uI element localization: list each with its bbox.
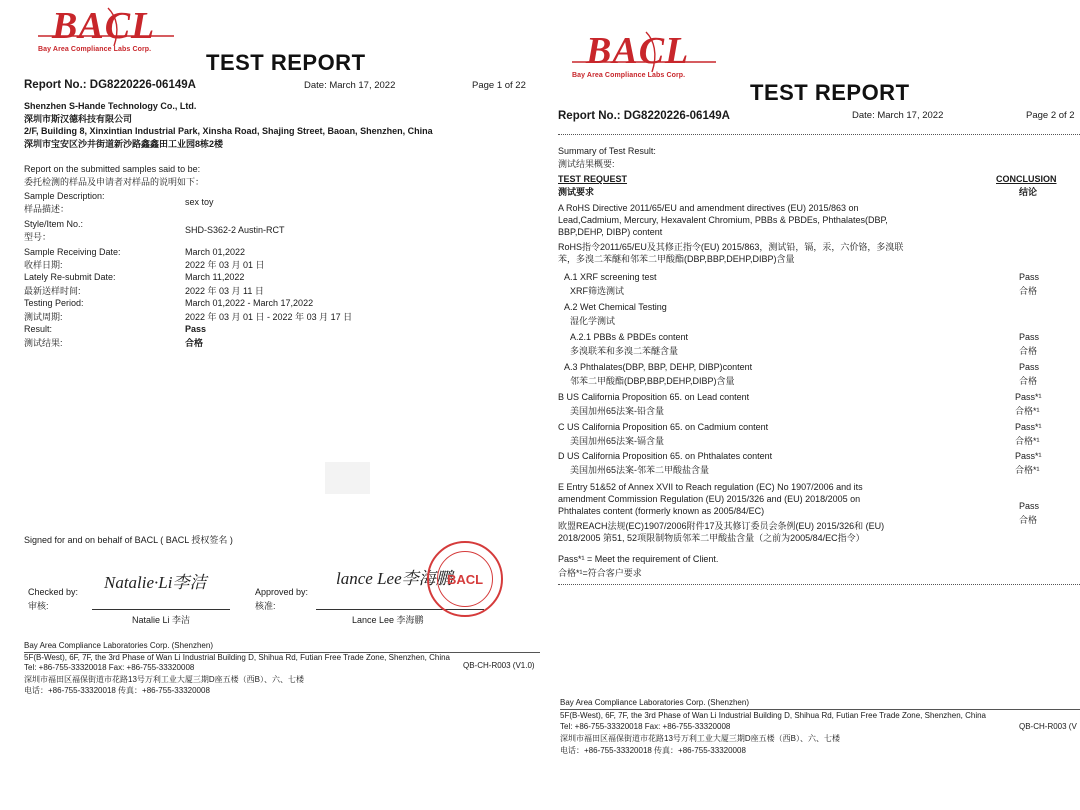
approved-signature: lance Lee李海鹏 (336, 569, 453, 588)
field-label-en: Style/Item No.: (24, 219, 84, 229)
test-request-heading: TEST REQUEST (558, 174, 628, 184)
field-label-cn: 样品描述： (24, 204, 70, 214)
item-line: 美国加州65法案-铅含量 (570, 406, 665, 416)
field-label-en: Testing Period: (24, 298, 84, 308)
page-number: Page 1 of 22 (472, 80, 526, 91)
bacl-logo (36, 6, 176, 56)
report-number: Report No.: DG8220226-06149A (24, 79, 196, 91)
applicant-address-cn: 深圳市宝安区沙井街道新沙路鑫鑫田工业园8栋2楼 (24, 139, 224, 149)
footer-company: Bay Area Compliance Laboratories Corp. (Shenzhen) (560, 698, 749, 707)
footer-company: Bay Area Compliance Laboratories Corp. (Shenzhen) (24, 641, 213, 650)
footer-tel-cn: 电话：+86-755-33320018 传真：+86-755-33320008 (24, 686, 210, 695)
conclusion-cn: 合格 (1019, 376, 1038, 386)
report-page-2 (552, 0, 1080, 810)
footer-form-code: QB-CH-R003 (V (1019, 722, 1077, 731)
footer-form-code: QB-CH-R003 (V1.0) (463, 661, 535, 670)
approved-by-label-en: Approved by: (255, 587, 309, 597)
footer-address-en: 5F(B-West), 6F, 7F, the 3rd Phase of Wan Li Industrial Building D, Shihua Rd, Futian Free Trade Zone, Shenzhen, China (24, 653, 450, 662)
item-line: A RoHS Directive 2011/65/EU and amendment directives (EU) 2015/863 on (558, 203, 859, 213)
item-line: amendment Commission Regulation (EU) 2015/326 and (EU) 2018/2005 on (558, 494, 861, 504)
item-line: A.3 Phthalates(DBP, BBP, DEHP, DIBP)content (564, 362, 753, 372)
note-cn: 合格*¹=符合客户要求 (558, 568, 642, 578)
item-line: Phthalates content (formerly known as 2005/84/EC) (558, 506, 765, 516)
intro-en: Report on the submitted samples said to be: (24, 164, 201, 174)
conclusion-en: Pass*¹ (1015, 451, 1042, 461)
item-line: A.2.1 PBBs & PBDEs content (570, 332, 689, 342)
logo-text: BACL (586, 30, 690, 72)
intro-cn: 委托检测的样品及申请者对样品的说明如下： (24, 177, 205, 187)
bacl-logo (570, 30, 720, 82)
logo-tagline: Bay Area Compliance Labs Corp. (572, 72, 686, 79)
scan-smudge (325, 462, 370, 494)
conclusion-heading: CONCLUSION (996, 174, 1057, 184)
item-line: RoHS指令2011/65/EU及其修正指令(EU) 2015/863，测试铅，镉，汞，六价铬，多溴联 (558, 242, 904, 252)
checked-name: Natalie Li 李洁 (132, 615, 191, 625)
item-line: 湿化学测试 (570, 316, 616, 326)
item-line: A.2 Wet Chemical Testing (564, 302, 667, 312)
result-value-cn: 合格 (185, 338, 204, 348)
company-seal-icon (427, 541, 503, 617)
field-label-cn: 最新送样时间: (24, 286, 81, 296)
item-line: B US California Proposition 65. on Lead content (558, 392, 750, 402)
report-date: Date: March 17, 2022 (304, 80, 396, 91)
field-value-en: March 01,2022 - March 17,2022 (185, 298, 314, 308)
item-line: E Entry 51&52 of Annex XVII to Reach regulation (EC) No 1907/2006 and its (558, 482, 863, 492)
conclusion-en: Pass*¹ (1015, 392, 1042, 402)
applicant-address-en: 2/F, Building 8, Xinxintian Industrial Park, Xinsha Road, Shajing Street, Baoan, Shenzhen, China (24, 126, 433, 136)
item-line: 邻苯二甲酸酯(DBP,BBP,DEHP,DIBP)含量 (570, 376, 735, 386)
field-value-en: SHD-S362-2 Austin-RCT (185, 225, 285, 235)
field-label-en: Sample Description: (24, 191, 105, 201)
report-date: Date: March 17, 2022 (852, 110, 944, 121)
result-value-en: Pass (185, 324, 207, 334)
page-title: TEST REPORT (206, 50, 366, 75)
conclusion-cn: 合格 (1019, 346, 1038, 356)
item-line: BBP,DEHP, DIBP) content (558, 227, 663, 237)
page-number: Page 2 of 2 (1026, 110, 1075, 121)
field-label-cn: 型号： (24, 232, 52, 242)
conclusion-en: Pass (1019, 332, 1040, 342)
approved-by-label-cn: 核准: (255, 601, 276, 611)
approved-name: Lance Lee 李海鹏 (352, 615, 424, 625)
signed-for: Signed for and on behalf of BACL ( BACL 授权签名 ) (24, 535, 233, 545)
conclusion-en: Pass*¹ (1015, 422, 1042, 432)
field-label-cn: 测试周期: (24, 312, 63, 322)
conclusion-cn: 合格 (1019, 286, 1038, 296)
item-line: D US California Proposition 65. on Phthalates content (558, 451, 773, 461)
conclusion-heading-cn: 结论 (1019, 187, 1038, 197)
conclusion-en: Pass (1019, 272, 1040, 282)
field-value-cn: 2022 年 03 月 11 日 (185, 286, 264, 296)
header-divider (558, 134, 1080, 135)
checked-sign-line (92, 609, 230, 610)
item-line: 2018/2005 第51, 52项限制物质邻苯二甲酸盐含量（之前为2005/84/EC指令） (558, 533, 865, 543)
checked-signature: Natalie·Li李洁 (104, 573, 207, 592)
conclusion-cn: 合格*¹ (1015, 465, 1040, 475)
summary-title-en: Summary of Test Result: (558, 146, 656, 156)
item-line: 欧盟REACH法规(EC)1907/2006附件17及其修订委员会条例(EU) 2015/326和 (EU) (558, 521, 885, 531)
item-line: Lead,Cadmium, Mercury, Hexavalent Chromium, PBBs & PBDEs, Phthalates(DBP, (558, 215, 888, 225)
seal-text: BACL (446, 571, 484, 587)
test-request-heading-cn: 测试要求 (558, 187, 595, 197)
field-value-en: March 11,2022 (185, 272, 245, 282)
field-label-cn: 收样日期: (24, 260, 63, 270)
report-number: Report No.: DG8220226-06149A (558, 110, 730, 122)
conclusion-en: Pass (1019, 362, 1040, 372)
footer-address-cn: 深圳市福田区福保街道市花路13号万利工业大厦三期D座五楼（西B）、六、七楼 (560, 734, 841, 743)
page-title: TEST REPORT (750, 80, 910, 105)
item-line: 多溴联苯和多溴二苯醚含量 (570, 346, 679, 356)
footer-divider (560, 709, 1080, 710)
field-label-en: Result: (24, 324, 53, 334)
item-line: XRF筛选测试 (570, 286, 625, 296)
field-label-cn: 测试结果: (24, 338, 63, 348)
field-value-cn: 2022 年 03 月 01 日 - 2022 年 03 月 17 日 (185, 312, 353, 322)
item-line: C US California Proposition 65. on Cadmium content (558, 422, 769, 432)
summary-title-cn: 测试结果概要: (558, 159, 615, 169)
footer-address-cn: 深圳市福田区福保街道市花路13号万利工业大厦三期D座五楼（西B）、六、七楼 (24, 675, 305, 684)
checked-by-label-en: Checked by: (28, 587, 79, 597)
logo-text: BACL (52, 5, 156, 47)
conclusion-cn: 合格*¹ (1015, 406, 1040, 416)
note-en: Pass*¹ = Meet the requirement of Client. (558, 554, 719, 564)
applicant-name-cn: 深圳市斯汉德科技有限公司 (24, 114, 133, 124)
field-value-en: March 01,2022 (185, 247, 246, 257)
conclusion-cn: 合格 (1019, 515, 1038, 525)
logo-tagline: Bay Area Compliance Labs Corp. (38, 46, 152, 53)
field-label-en: Sample Receiving Date: (24, 247, 121, 257)
item-line: 美国加州65法案-邻苯二甲酸盐含量 (570, 465, 710, 475)
field-value-en: sex toy (185, 197, 214, 207)
footer-tel-en: Tel: +86-755-33320018 Fax: +86-755-33320008 (560, 722, 731, 731)
field-label-en: Lately Re-submit Date: (24, 272, 116, 282)
body-divider (558, 584, 1080, 585)
item-line: 苯，多溴二苯醚和邻苯二甲酸酯(DBP,BBP,DEHP,DIBP)含量 (558, 254, 795, 264)
footer-tel-en: Tel: +86-755-33320018 Fax: +86-755-33320008 (24, 663, 195, 672)
conclusion-en: Pass (1019, 501, 1040, 511)
conclusion-cn: 合格*¹ (1015, 436, 1040, 446)
field-value-cn: 2022 年 03 月 01 日 (185, 260, 265, 270)
applicant-name-en: Shenzhen S-Hande Technology Co., Ltd. (24, 101, 197, 111)
footer-address-en: 5F(B-West), 6F, 7F, the 3rd Phase of Wan Li Industrial Building D, Shihua Rd, Futian Free Trade Zone, Shenzhen, China (560, 711, 986, 720)
item-line: A.1 XRF screening test (564, 272, 657, 282)
item-line: 美国加州65法案-镉含量 (570, 436, 665, 446)
footer-tel-cn: 电话：+86-755-33320018 传真：+86-755-33320008 (560, 746, 746, 755)
checked-by-label-cn: 审核: (28, 601, 49, 611)
